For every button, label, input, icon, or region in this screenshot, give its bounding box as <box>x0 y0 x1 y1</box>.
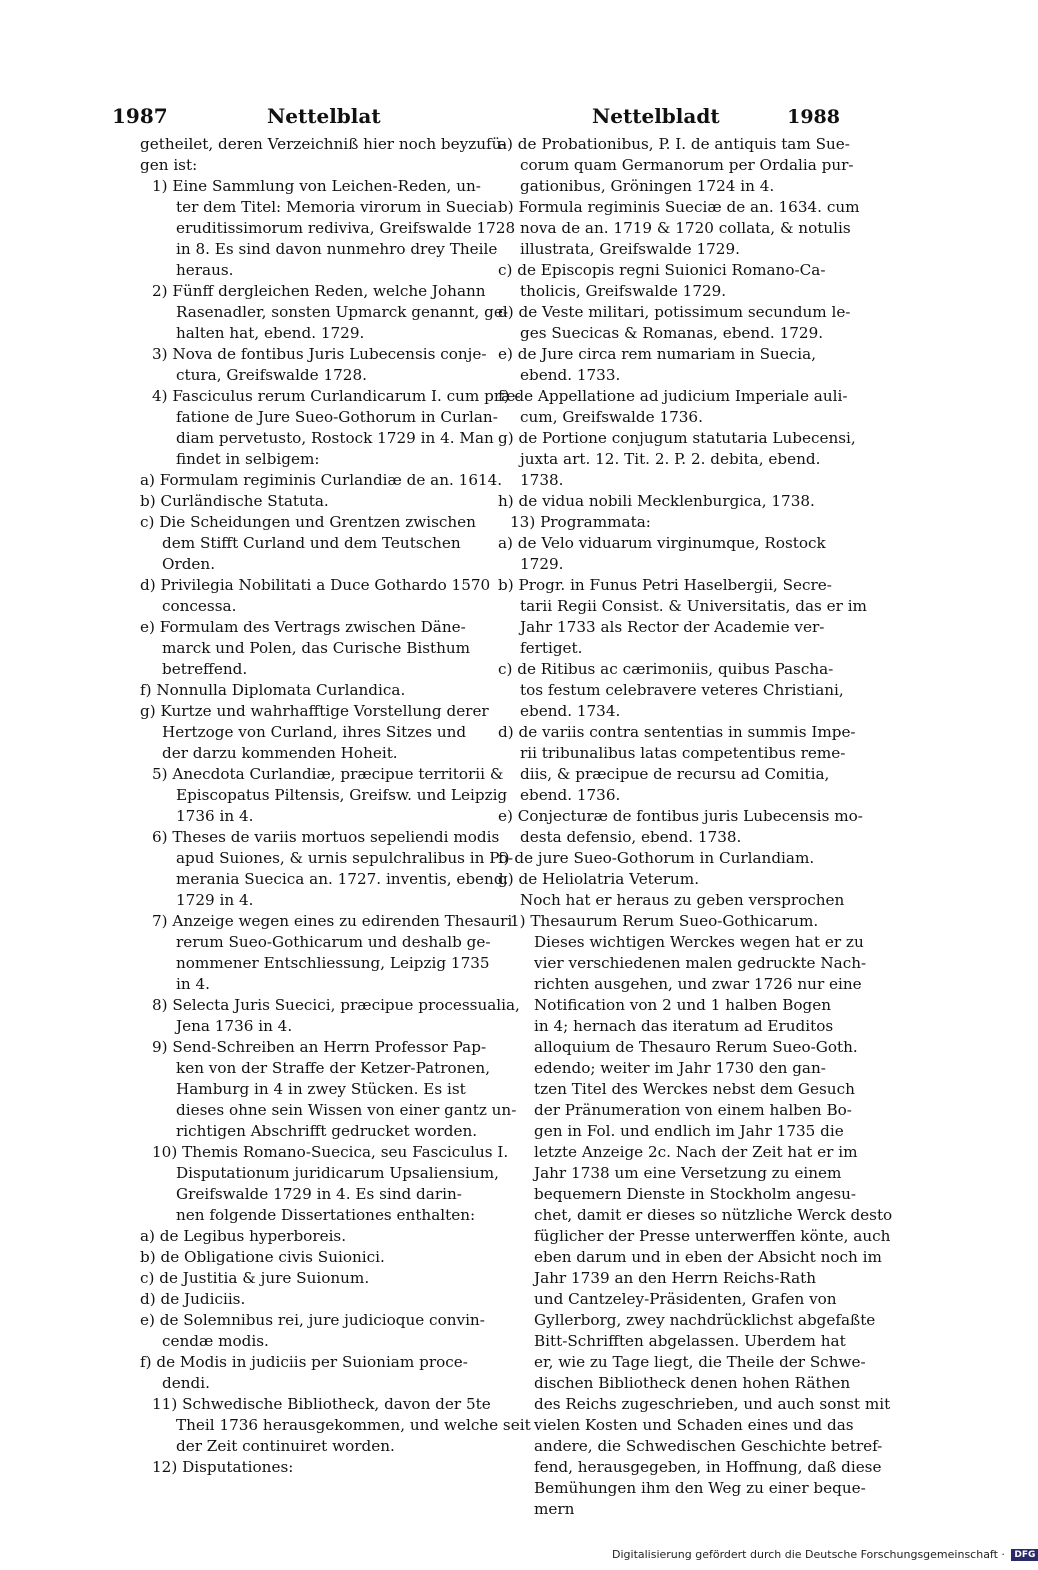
text-line: 3) Nova de fontibus Juris Lubecensis conje- <box>152 345 487 363</box>
text-line: der Pränumeration von einem halben Bo- <box>534 1101 852 1119</box>
text-line: fend, herausgegeben, in Hoffnung, daß diese <box>534 1458 882 1476</box>
text-line: dem Stifft Curland und dem Teutschen <box>162 534 461 552</box>
text-line: Jena 1736 in 4. <box>176 1017 293 1035</box>
text-line: 1729. <box>520 555 564 573</box>
text-line: 13) Programmata: <box>510 513 651 531</box>
footer <box>612 1548 1038 1561</box>
text-line: e) Formulam des Vertrags zwischen Däne- <box>140 618 466 636</box>
running-title-right: Nettelbladt <box>592 104 720 128</box>
text-line: der darzu kommenden Hoheit. <box>162 744 398 762</box>
text-line: 9) Send-Schreiben an Herrn Professor Pap- <box>152 1038 487 1056</box>
footer-text: Digitalisierung gefördert durch die Deutsche Forschungsgemeinschaft · <box>612 1548 1005 1561</box>
text-line: andere, die Schwedischen Geschichte betref- <box>534 1437 883 1455</box>
text-line: tzen Titel des Werckes nebst dem Gesuch <box>534 1080 855 1098</box>
text-line: d) de variis contra sententias in summis Impe- <box>498 723 856 741</box>
text-line: concessa. <box>162 597 237 615</box>
text-line: rerum Sueo-Gothicarum und deshalb ge- <box>176 933 491 951</box>
text-line: 1729 in 4. <box>176 891 254 909</box>
text-line: 8) Selecta Juris Suecici, præcipue processualia, <box>152 996 520 1014</box>
text-line: edendo; weiter im Jahr 1730 den gan- <box>534 1059 826 1077</box>
text-line: e) Conjecturæ de fontibus juris Lubecensis mo- <box>498 807 863 825</box>
text-line: cendæ modis. <box>162 1332 269 1350</box>
text-line: Theil 1736 herausgekommen, und welche seit <box>176 1416 531 1434</box>
text-line: füglicher der Presse unterwerffen könte, auch <box>534 1227 891 1245</box>
text-line: f) de Modis in judiciis per Suioniam proce- <box>140 1353 468 1371</box>
text-line: Bemühungen ihm den Weg zu einer beque- <box>534 1479 866 1497</box>
text-line: c) de Episcopis regni Suionici Romano-Ca- <box>498 261 826 279</box>
dfg-logo: DFG <box>1011 1549 1038 1561</box>
text-line: dieses ohne sein Wissen von einer gantz un- <box>176 1101 517 1119</box>
text-line: 11) Schwedische Bibliotheck, davon der 5te <box>152 1395 491 1413</box>
text-line: e) de Solemnibus rei, jure judicioque convin- <box>140 1311 485 1329</box>
text-line: b) Progr. in Funus Petri Haselbergii, Secre- <box>498 576 832 594</box>
text-line: Hertzoge von Curland, ihres Sitzes und <box>162 723 467 741</box>
text-line: er, wie zu Tage liegt, die Theile der Schwe- <box>534 1353 866 1371</box>
text-line: 1736 in 4. <box>176 807 254 825</box>
text-line: 5) Anecdota Curlandiæ, præcipue territorii & <box>152 765 504 783</box>
text-line: Dieses wichtigen Werckes wegen hat er zu <box>534 933 864 951</box>
text-line: Gyllerborg, zwey nachdrücklichst abgefaßte <box>534 1311 876 1329</box>
text-line: rii tribunalibus latas competentibus reme- <box>520 744 846 762</box>
left-column <box>140 134 531 1478</box>
text-line: ebend. 1734. <box>520 702 621 720</box>
text-line: 4) Fasciculus rerum Curlandicarum I. cum præ- <box>152 387 521 405</box>
text-line: letzte Anzeige 2c. Nach der Zeit hat er im <box>534 1143 858 1161</box>
text-line: betreffend. <box>162 660 248 678</box>
text-line: Orden. <box>162 555 216 573</box>
text-line: g) de Portione conjugum statutaria Lubecensi, <box>498 429 856 447</box>
text-line: in 8. Es sind davon nunmehro drey Theile <box>176 240 498 258</box>
page-number-right: 1988 <box>787 106 840 128</box>
text-line: in 4. <box>176 975 210 993</box>
text-line: Rasenadler, sonsten Upmarck genannt, ge- <box>176 303 508 321</box>
text-line: ken von der Straffe der Ketzer-Patronen, <box>176 1059 491 1077</box>
running-title-left: Nettelblat <box>267 104 381 128</box>
text-line: 10) Themis Romano-Suecica, seu Fasciculus I. <box>152 1143 509 1161</box>
text-line: f) de Appellatione ad judicium Imperiale auli- <box>498 387 848 405</box>
text-line: tholicis, Greifswalde 1729. <box>520 282 727 300</box>
text-line: chet, damit er dieses so nützliche Werck desto <box>534 1206 893 1224</box>
text-line: findet in selbigem: <box>176 450 320 468</box>
text-line: vielen Kosten und Schaden eines und das <box>534 1416 854 1434</box>
text-line: Episcopatus Piltensis, Greifsw. und Leipzig <box>176 786 508 804</box>
text-line: c) Die Scheidungen und Grentzen zwischen <box>140 513 476 531</box>
text-line: 2) Fünff dergleichen Reden, welche Johann <box>152 282 486 300</box>
text-line: tos festum celebravere veteres Christiani, <box>520 681 844 699</box>
text-line: illustrata, Greifswalde 1729. <box>520 240 740 258</box>
text-line: marck und Polen, das Curische Bisthum <box>162 639 471 657</box>
text-line: eruditissimorum rediviva, Greifswalde 1728 <box>176 219 516 237</box>
text-line: alloquium de Thesauro Rerum Sueo-Goth. <box>534 1038 858 1056</box>
text-line: ctura, Greifswalde 1728. <box>176 366 367 384</box>
text-line: c) de Ritibus ac cærimoniis, quibus Pascha- <box>498 660 834 678</box>
text-line: eben darum und in eben der Absicht noch im <box>534 1248 882 1266</box>
text-line: gen in Fol. und endlich im Jahr 1735 die <box>534 1122 844 1140</box>
text-line: Noch hat er heraus zu geben versprochen <box>520 891 845 909</box>
right-column <box>498 134 893 1520</box>
text-line: corum quam Germanorum per Ordalia pur- <box>520 156 854 174</box>
text-line: tarii Regii Consist. & Universitatis, das er im <box>520 597 867 615</box>
text-line: cum, Greifswalde 1736. <box>520 408 703 426</box>
page-header <box>112 104 840 134</box>
text-line: Greifswalde 1729 in 4. Es sind darin- <box>176 1185 462 1203</box>
text-line: ter dem Titel: Memoria virorum in Suecia <box>176 198 498 216</box>
text-line: nova de an. 1719 & 1720 collata, & notulis <box>520 219 851 237</box>
text-line: gen ist: <box>140 156 198 174</box>
text-line: richtigen Abschrifft gedrucket worden. <box>176 1122 478 1140</box>
text-line: bequemern Dienste in Stockholm angesu- <box>534 1185 857 1203</box>
text-line: apud Suiones, & urnis sepulchralibus in Po- <box>176 849 514 867</box>
text-line: dendi. <box>162 1374 210 1392</box>
text-line: des Reichs zugeschrieben, und auch sonst mit <box>534 1395 891 1413</box>
text-line: 1738. <box>520 471 564 489</box>
text-line: ges Suecicas & Romanas, ebend. 1729. <box>520 324 824 342</box>
text-line: diis, & præcipue de recursu ad Comitia, <box>520 765 830 783</box>
text-line: dischen Bibliotheck denen hohen Räthen <box>534 1374 851 1392</box>
text-line: 1) Thesaurum Rerum Sueo-Gothicarum. <box>510 912 819 930</box>
text-line: mern <box>534 1500 575 1518</box>
text-line: d) de Judiciis. <box>140 1290 246 1308</box>
text-line: nommener Entschliessung, Leipzig 1735 <box>176 954 490 972</box>
text-line: b) de Obligatione civis Suionici. <box>140 1248 385 1266</box>
text-line: ebend. 1736. <box>520 786 621 804</box>
text-line: Jahr 1739 an den Herrn Reichs-Rath <box>534 1269 817 1287</box>
text-line: Notification von 2 und 1 halben Bogen <box>534 996 832 1014</box>
text-line: gationibus, Gröningen 1724 in 4. <box>520 177 775 195</box>
text-line: Disputationum juridicarum Upsaliensium, <box>176 1164 499 1182</box>
text-line: in 4; hernach das iteratum ad Eruditos <box>534 1017 834 1035</box>
text-line: halten hat, ebend. 1729. <box>176 324 365 342</box>
text-line: a) de Probationibus, P. I. de antiquis tam Sue- <box>498 135 850 153</box>
text-line: 1) Eine Sammlung von Leichen-Reden, un- <box>152 177 481 195</box>
text-line: d) de Veste militari, potissimum secundum le- <box>498 303 851 321</box>
text-line: getheilet, deren Verzeichniß hier noch beyzufü- <box>140 135 507 153</box>
text-line: f) de jure Sueo-Gothorum in Curlandiam. <box>498 849 815 867</box>
text-line: merania Suecica an. 1727. inventis, ebend. <box>176 870 509 888</box>
text-line: g) de Heliolatria Veterum. <box>498 870 700 888</box>
text-line: 6) Theses de variis mortuos sepeliendi modis <box>152 828 500 846</box>
text-line: heraus. <box>176 261 234 279</box>
text-line: a) de Legibus hyperboreis. <box>140 1227 347 1245</box>
text-line: desta defensio, ebend. 1738. <box>520 828 742 846</box>
text-line: b) Curländische Statuta. <box>140 492 329 510</box>
text-line: e) de Jure circa rem numariam in Suecia, <box>498 345 817 363</box>
text-line: vier verschiedenen malen gedruckte Nach- <box>534 954 867 972</box>
text-line: und Cantzeley-Präsidenten, Grafen von <box>534 1290 837 1308</box>
text-line: a) de Velo viduarum virginumque, Rostock <box>498 534 826 552</box>
text-line: Jahr 1738 um eine Versetzung zu einem <box>534 1164 842 1182</box>
text-line: diam pervetusto, Rostock 1729 in 4. Man <box>176 429 494 447</box>
text-line: Hamburg in 4 in zwey Stücken. Es ist <box>176 1080 466 1098</box>
text-line: f) Nonnulla Diplomata Curlandica. <box>140 681 406 699</box>
text-line: 7) Anzeige wegen eines zu edirenden Thesauri <box>152 912 513 930</box>
text-line: nen folgende Dissertationes enthalten: <box>176 1206 476 1224</box>
text-line: a) Formulam regiminis Curlandiæ de an. 1614. <box>140 471 503 489</box>
text-line: juxta art. 12. Tit. 2. P. 2. debita, ebend. <box>520 450 821 468</box>
text-line: Bitt-Schrifften abgelassen. Uberdem hat <box>534 1332 846 1350</box>
page-number-left: 1987 <box>112 104 168 128</box>
text-line: ebend. 1733. <box>520 366 621 384</box>
text-line: 12) Disputationes: <box>152 1458 294 1476</box>
text-line: c) de Justitia & jure Suionum. <box>140 1269 370 1287</box>
text-line: fertiget. <box>520 639 583 657</box>
text-line: der Zeit continuiret worden. <box>176 1437 395 1455</box>
text-line: Jahr 1733 als Rector der Academie ver- <box>520 618 825 636</box>
text-line: g) Kurtze und wahrhafftige Vorstellung derer <box>140 702 489 720</box>
text-line: b) Formula regiminis Sueciæ de an. 1634. cum <box>498 198 860 216</box>
text-line: d) Privilegia Nobilitati a Duce Gothardo 1570 <box>140 576 491 594</box>
text-line: fatione de Jure Sueo-Gothorum in Curlan- <box>176 408 498 426</box>
text-line: h) de vidua nobili Mecklenburgica, 1738. <box>498 492 815 510</box>
text-line: richten ausgehen, und zwar 1726 nur eine <box>534 975 862 993</box>
